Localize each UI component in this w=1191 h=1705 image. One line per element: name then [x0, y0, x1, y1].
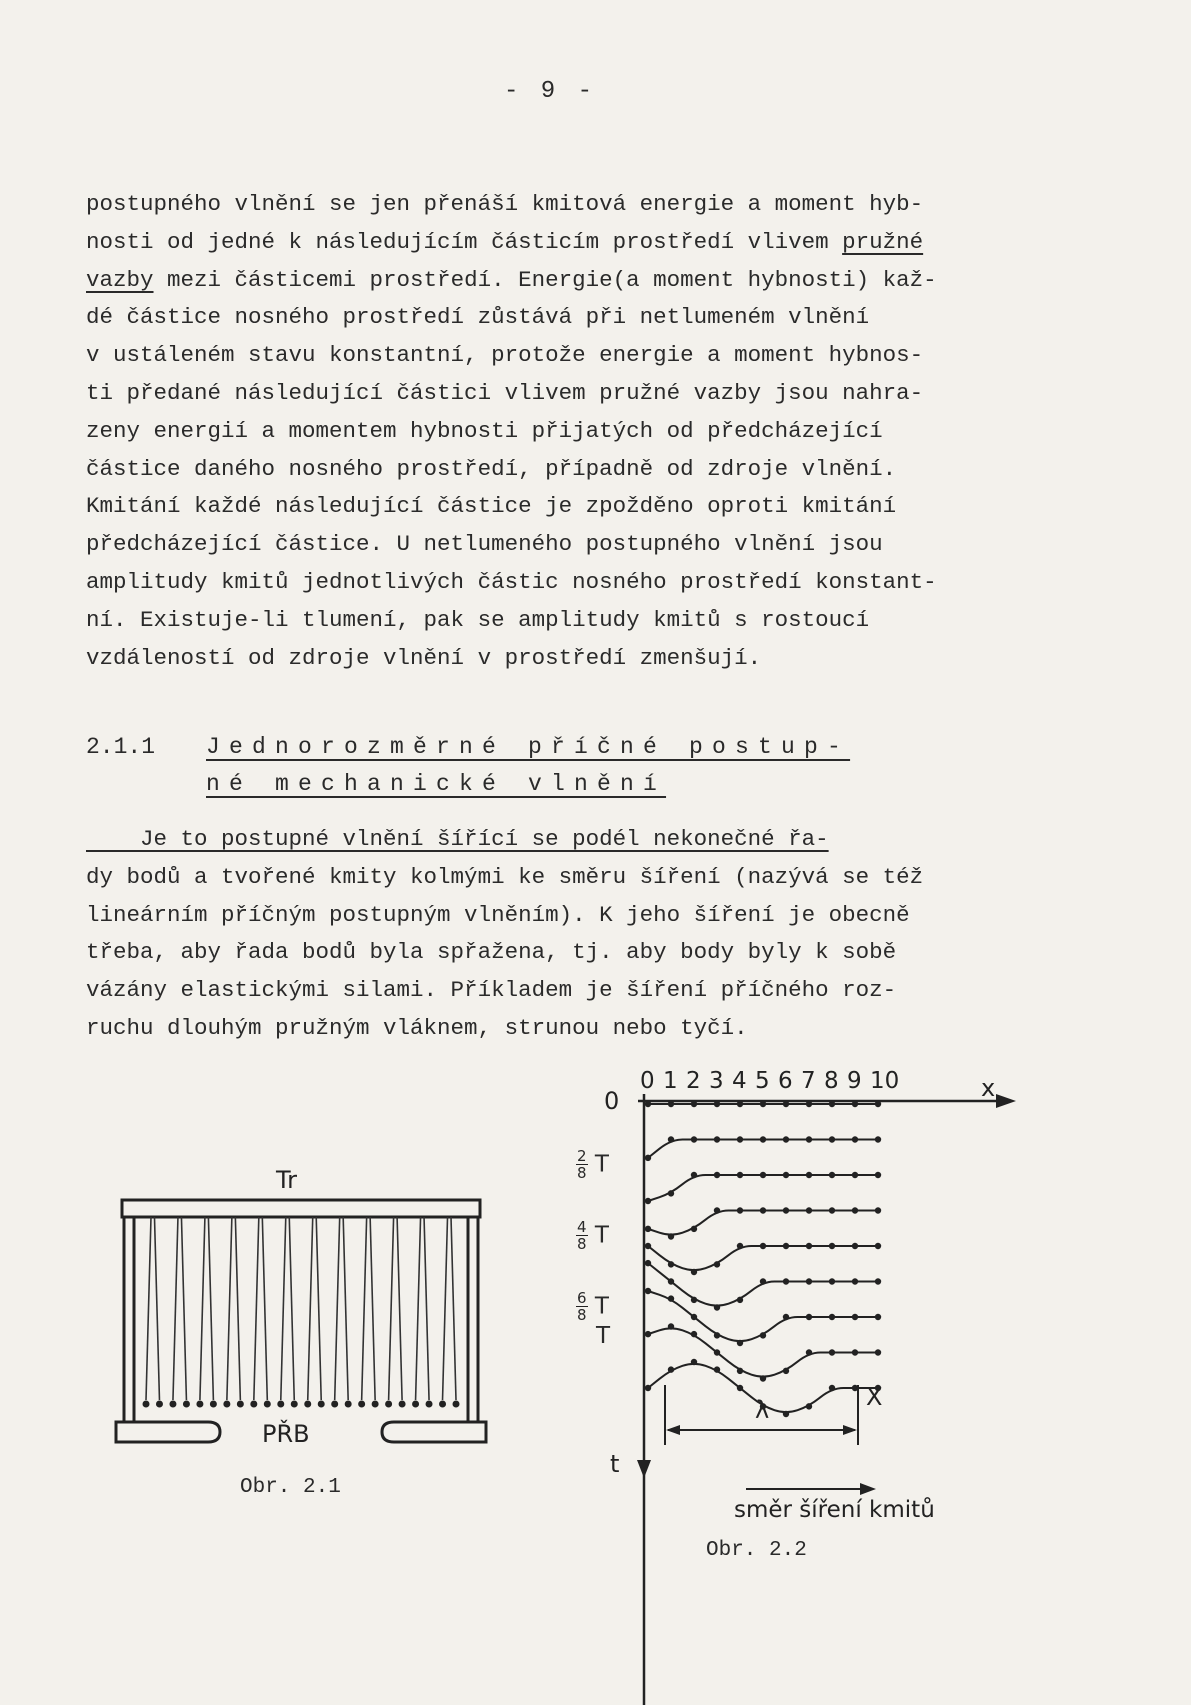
text-line: třeba, aby řada bodů byla spřažena, tj. aby body byly k sobě	[86, 939, 897, 966]
direction-label: směr šíření kmitů	[734, 1497, 935, 1523]
time-unit: T	[596, 1323, 611, 1349]
time-label	[576, 1148, 609, 1181]
time-fraction	[576, 1290, 588, 1323]
fraction-denominator: 8	[577, 1235, 587, 1253]
time-label	[596, 1323, 610, 1349]
x-tick-label: 10	[870, 1068, 900, 1094]
end-point-label: X	[866, 1383, 883, 1411]
frame-label-top: Tr	[276, 1166, 297, 1194]
text-line: Je to postupné vlnění šířící se podél nekonečné řa-	[86, 826, 829, 852]
text-line: amplitudy kmitů jednotlivých částic nosného prostředí konstant-	[86, 568, 937, 595]
time-label	[576, 1290, 609, 1323]
text-segment: mezi částicemi prostředí. Energie(a moment hybnosti) kaž-	[153, 266, 937, 293]
text-line: vzdáleností od zdroje vlnění v prostředí zmenšují.	[86, 644, 762, 671]
t-axis-label: t	[610, 1450, 620, 1478]
page-number: - 9 -	[503, 78, 596, 105]
figure-1-caption: Obr. 2.1	[240, 1476, 341, 1499]
x-tick-label: 3	[709, 1068, 724, 1094]
text-line: lineárním příčným postupným vlněním). K jeho šíření je obecně	[86, 901, 910, 928]
text-line: zeny energií a momentem hybnosti přijatých od předcházející	[86, 417, 883, 444]
figure-2-caption: Obr. 2.2	[706, 1539, 807, 1562]
text-line: vázány elastickými silami. Příkladem je šíření příčného roz-	[86, 977, 897, 1004]
text-line: ruchu dlouhým pružným vláknem, strunou nebo tyčí.	[86, 1014, 748, 1041]
fraction-denominator: 8	[577, 1306, 587, 1324]
fraction-numerator: 6	[577, 1289, 587, 1307]
time-label	[576, 1219, 609, 1252]
underlined-term: vazby	[86, 266, 154, 293]
time-fraction	[576, 1219, 588, 1252]
x-tick-label: 0	[640, 1068, 655, 1094]
text-line: předcházející částice. U netlumeného postupného vlnění jsou	[86, 531, 883, 558]
origin-label: 0	[604, 1087, 620, 1115]
x-tick-label: 4	[732, 1068, 747, 1094]
text-line: ti předané následující částici vlivem pružné vazby jsou nahra-	[86, 379, 924, 406]
text-line: v ustáleném stavu konstantní, protože energie a moment hybnos-	[86, 342, 924, 369]
x-tick-label: 6	[778, 1068, 793, 1094]
time-fraction	[576, 1148, 588, 1181]
fraction-numerator: 4	[577, 1218, 587, 1236]
wavelength-label: λ	[755, 1396, 770, 1424]
frame-label-bottom: PŘB	[262, 1420, 310, 1448]
text-segment: nosti od jedné k následujícím částicím prostředí vlivem	[86, 228, 843, 255]
x-tick-label: 5	[755, 1068, 770, 1094]
x-axis-label: x	[981, 1074, 996, 1102]
x-tick-label: 9	[847, 1068, 862, 1094]
fraction-denominator: 8	[577, 1164, 587, 1182]
x-tick-label: 8	[824, 1068, 839, 1094]
text-line: dy bodů a tvořené kmity kolmými ke směru šíření (nazývá se též	[86, 863, 924, 890]
x-tick-label: 2	[686, 1068, 701, 1094]
text-line: dé částice nosného prostředí zůstává při netlumeném vlnění	[86, 304, 870, 331]
section-title-line: Jednorozměrné příčné postup-	[206, 734, 851, 760]
x-tick-label: 7	[801, 1068, 816, 1094]
text-line: postupného vlnění se jen přenáší kmitová energie a moment hyb-	[86, 191, 924, 217]
underlined-term: pružné	[842, 228, 924, 255]
text-line: částice daného nosného prostředí, případně od zdroje vlnění.	[86, 455, 897, 482]
x-tick-label: 1	[663, 1068, 678, 1094]
text-line: Kmitání každé následující částice je zpožděno oproti kmitání	[86, 493, 897, 520]
section-title-line: né mechanické vlnění	[206, 771, 667, 797]
text-line: ní. Existuje-li tlumení, pak se amplitudy kmitů s rostoucí	[86, 606, 870, 633]
time-unit: T	[587, 1222, 609, 1249]
time-unit: T	[587, 1293, 609, 1320]
fraction-numerator: 2	[577, 1147, 587, 1165]
section-number: 2.1.1	[86, 734, 156, 760]
time-unit: T	[587, 1151, 609, 1178]
